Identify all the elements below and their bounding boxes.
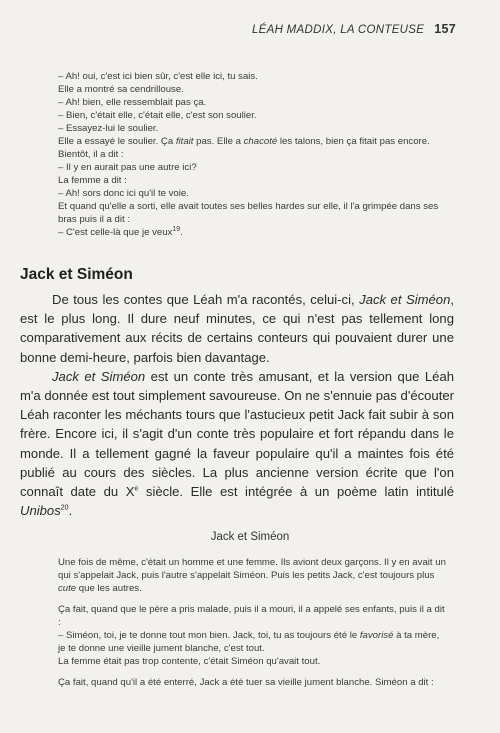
text-run: pas. Elle a	[193, 136, 244, 147]
text-run: – C'est celle-là que je veux	[58, 227, 173, 238]
footnote-ref[interactable]: 20	[60, 504, 69, 512]
italic-term: cute	[58, 583, 77, 595]
dialogue-line: – Ah! sors donc ici qu'il te voie.	[58, 188, 189, 199]
body-text	[20, 290, 454, 520]
text-run: , est le plus long. Il dure neuf minutes, ce qui n'est pas tellement long comparativement aux récits de certains conteurs qui pouvaient durer une bonne demi-heure, parfois bien davantage.	[20, 292, 455, 365]
dialogue-line: – Ah! bien, elle ressemblait pas ça.	[58, 97, 207, 108]
paragraph	[20, 290, 454, 367]
tale-paragraph: Ça fait, quand que le père a pris malade, puis il a mouri, il a appelé ses enfants, puis il a dit :	[58, 603, 445, 628]
text-run: Une fois de même, c'était un homme et une femme. Ils aviont deux garçons. Il y en avait un qui s'appelait Jack, puis l'autre s'appelait Siméon. Puis les petits Jack, c'est toujours plus	[58, 557, 446, 582]
dialogue-line: – Essayez-lui le soulier.	[58, 123, 159, 134]
text-run: à ta mère, je te donne une vieille jument blanche, c'est tout.	[58, 630, 440, 655]
italic-title: Unibos	[20, 503, 61, 519]
tale-paragraph	[58, 629, 448, 655]
text-run: Elle a essayé le soulier. Ça	[58, 136, 176, 147]
dialogue-line: Et quand qu'elle a sorti, elle avait toutes ses belles hardes sur elle, il l'a grimpée dans ses bras puis il a dit :	[58, 201, 439, 225]
tale-paragraph: Ça fait, quand qu'il a été enterré, Jack a été tuer sa vieille jument blanche. Siméon a dit :	[58, 676, 434, 688]
text-run: siècle. Elle est intégrée à un poème latin intitulé	[138, 484, 454, 500]
text-run: .	[180, 227, 183, 238]
tale-text	[58, 556, 448, 689]
dialogue-line	[58, 135, 448, 161]
dialogue-excerpt	[58, 70, 448, 239]
footnote-ref[interactable]: 19	[172, 225, 181, 233]
superscript: e	[134, 485, 139, 493]
dialogue-line	[58, 226, 448, 239]
italic-title: Jack et Siméon	[359, 292, 451, 307]
dialogue-line: La femme a dit :	[58, 175, 127, 186]
italic-term: favorisé	[359, 630, 394, 642]
text-run: .	[68, 503, 73, 519]
italic-term: chacoté	[243, 136, 278, 147]
page-number: 157	[434, 22, 456, 36]
text-run: les talons, bien ça fitait pas encore. Bientôt, il a dit :	[58, 136, 430, 160]
dialogue-line: – Ah! oui, c'est ici bien sûr, c'est elle ici, tu sais.	[58, 71, 258, 82]
dialogue-line: – Bien, c'était elle, c'était elle, c'est son soulier.	[58, 110, 257, 121]
dialogue-line: – Il y en aurait pas une autre ici?	[58, 162, 197, 173]
dialogue-line: Elle a montré sa cendrillouse.	[58, 84, 184, 95]
text-run: – Siméon, toi, je te donne tout mon bien. Jack, toi, tu as toujours été le	[58, 630, 360, 642]
tale-paragraph	[58, 556, 448, 596]
text-run: que les autres.	[76, 583, 142, 595]
running-title: LÉAH MADDIX, LA CONTEUSE	[251, 24, 425, 36]
paragraph	[20, 367, 454, 521]
italic-term: fitait	[175, 136, 194, 147]
text-run: est un conte très amusant, et la version que Léah m'a donnée est tout simplement savoureuse. On ne s'ennuie pas d'écouter Léah raconter les méchants tours que l'astucieux petit Jack fait subir à son frère. Encore ici, il s'agit d'un conte très populaire et fort répandu dans le monde. Il a tellement gagné la faveur populaire qu'il a maintes fois été publié au cours des siècles. La plus ancienne version écrite que l'on connaît date du X	[20, 368, 455, 500]
running-header	[252, 22, 456, 36]
tale-title: Jack et Siméon	[210, 531, 290, 543]
text-run: De tous les contes que Léah m'a racontés, celui-ci,	[52, 292, 360, 307]
tale-paragraph: La femme était pas trop contente, c'était Siméon qu'avait tout.	[58, 656, 321, 668]
section-heading: Jack et Siméon	[20, 266, 133, 283]
italic-title: Jack et Siméon	[52, 368, 146, 384]
